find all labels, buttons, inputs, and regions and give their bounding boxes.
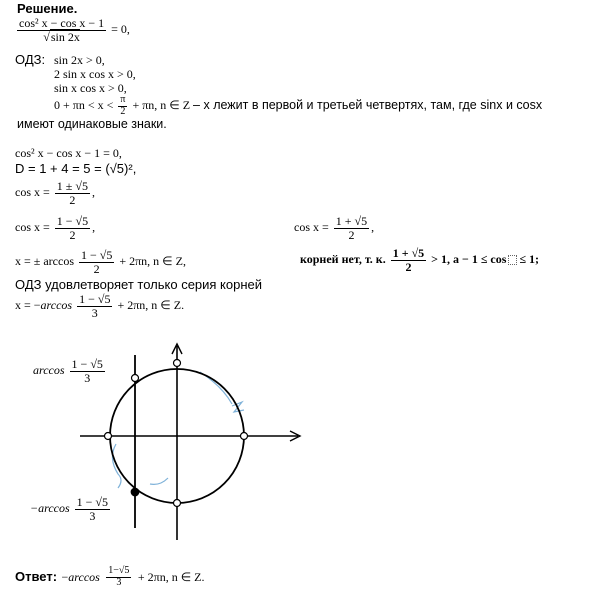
- answer-tail: + 2πn, n ∈ Z.: [137, 570, 205, 585]
- answer-den: 3: [116, 576, 122, 588]
- no-roots-lhs: корней нет, т. к.: [300, 251, 386, 266]
- label-top-fn: arccos: [33, 362, 65, 377]
- no-roots-den: 2: [405, 259, 412, 274]
- eq1-numerator: cos² x − cos x − 1: [19, 16, 105, 30]
- x-selected-num: 1 − √5: [79, 292, 111, 306]
- no-roots-num: 1 + √5: [392, 246, 425, 260]
- x-general-den: 2: [93, 261, 100, 276]
- pencil-tick-mark: [150, 478, 168, 484]
- cos-pm-lhs: cos x =: [15, 184, 50, 199]
- answer-fn: arccos: [68, 570, 100, 585]
- odz-line-3: sin x cos x > 0,: [54, 81, 127, 95]
- eq1-denominator: sin 2x: [50, 29, 80, 44]
- label-top-den: 3: [84, 370, 91, 385]
- cos-plus-den: 2: [348, 227, 355, 242]
- point-right: [241, 433, 248, 440]
- odz-l4-left: 0 + πn < x <: [54, 97, 114, 112]
- odz-l4-frac-den: 2: [120, 105, 126, 117]
- pencil-arc-mark: [200, 372, 232, 404]
- cos-pm-den: 2: [69, 192, 76, 207]
- odz-line-5: имеют одинаковые знаки.: [17, 117, 167, 131]
- equation-2: cos² x − cos x − 1 = 0,: [15, 146, 122, 160]
- point-top: [174, 360, 181, 367]
- heading: Решение.: [17, 1, 78, 16]
- point-left: [105, 433, 112, 440]
- eq1-rhs: = 0,: [111, 21, 130, 36]
- cos-minus-lhs: cos x =: [15, 219, 50, 234]
- x-selected-fn: arccos: [40, 297, 73, 312]
- x-general-lhs: x = ± arccos: [15, 253, 74, 268]
- answer-lhs: −: [61, 570, 69, 585]
- no-roots-tail-2: ≤ 1;: [519, 251, 540, 266]
- odz-note: ОДЗ удовлетворяет только серия корней: [15, 277, 263, 292]
- discriminant: D = 1 + 4 = 5 = (√5)²,: [15, 161, 137, 176]
- odz-label: ОДЗ:: [15, 52, 46, 67]
- odz-l4-right: + πn, n ∈ Z: [132, 97, 191, 112]
- odz-line-1: sin 2x > 0,: [54, 53, 105, 67]
- cos-pm-tail: ,: [91, 184, 95, 199]
- label-bottom-num: 1 − √5: [76, 495, 109, 509]
- label-bottom-fn: −arccos: [30, 500, 70, 515]
- cos-minus-tail: ,: [92, 219, 96, 234]
- point-upper-intersection: [132, 375, 139, 382]
- cos-plus-num: 1 + √5: [335, 214, 368, 228]
- cos-plus-tail: ,: [371, 219, 375, 234]
- answer-label: Ответ:: [15, 569, 58, 585]
- answer: [15, 566, 205, 588]
- x-selected-lhs: x = −: [15, 297, 41, 312]
- odz-line-2: 2 sin x cos x > 0,: [54, 67, 136, 81]
- cos-plus-lhs: cos x =: [294, 219, 329, 234]
- no-roots-tail-1: > 1, a − 1 ≤ cos: [431, 251, 507, 266]
- cos-pm-num: 1 ± √5: [56, 179, 88, 193]
- answer-num: 1−√5: [108, 565, 130, 576]
- point-lower-intersection-selected: [131, 488, 139, 496]
- label-bottom-den: 3: [89, 508, 96, 523]
- odz-l4-frac-num: π: [120, 94, 126, 105]
- label-top-num: 1 − √5: [71, 357, 103, 371]
- x-general-num: 1 − √5: [81, 248, 113, 262]
- point-bottom: [174, 500, 181, 507]
- x-selected-den: 3: [91, 305, 98, 320]
- odz-l4-tail: – x лежит в первой и третьей четвертях, там, где sinx и cosx: [193, 97, 543, 112]
- equation-1: $\frac{\text{cos² x − cos x − 1}}{√\sin 2x}$ = 0,: [19, 16, 130, 44]
- label-arccos-top: [33, 358, 107, 384]
- x-general-tail: + 2πn, n ∈ Z,: [119, 253, 186, 268]
- cos-minus-num: 1 − √5: [56, 214, 89, 228]
- x-selected-tail: + 2πn, n ∈ Z.: [117, 297, 185, 312]
- label-arccos-bottom: [30, 496, 112, 522]
- cos-minus-den: 2: [69, 227, 76, 242]
